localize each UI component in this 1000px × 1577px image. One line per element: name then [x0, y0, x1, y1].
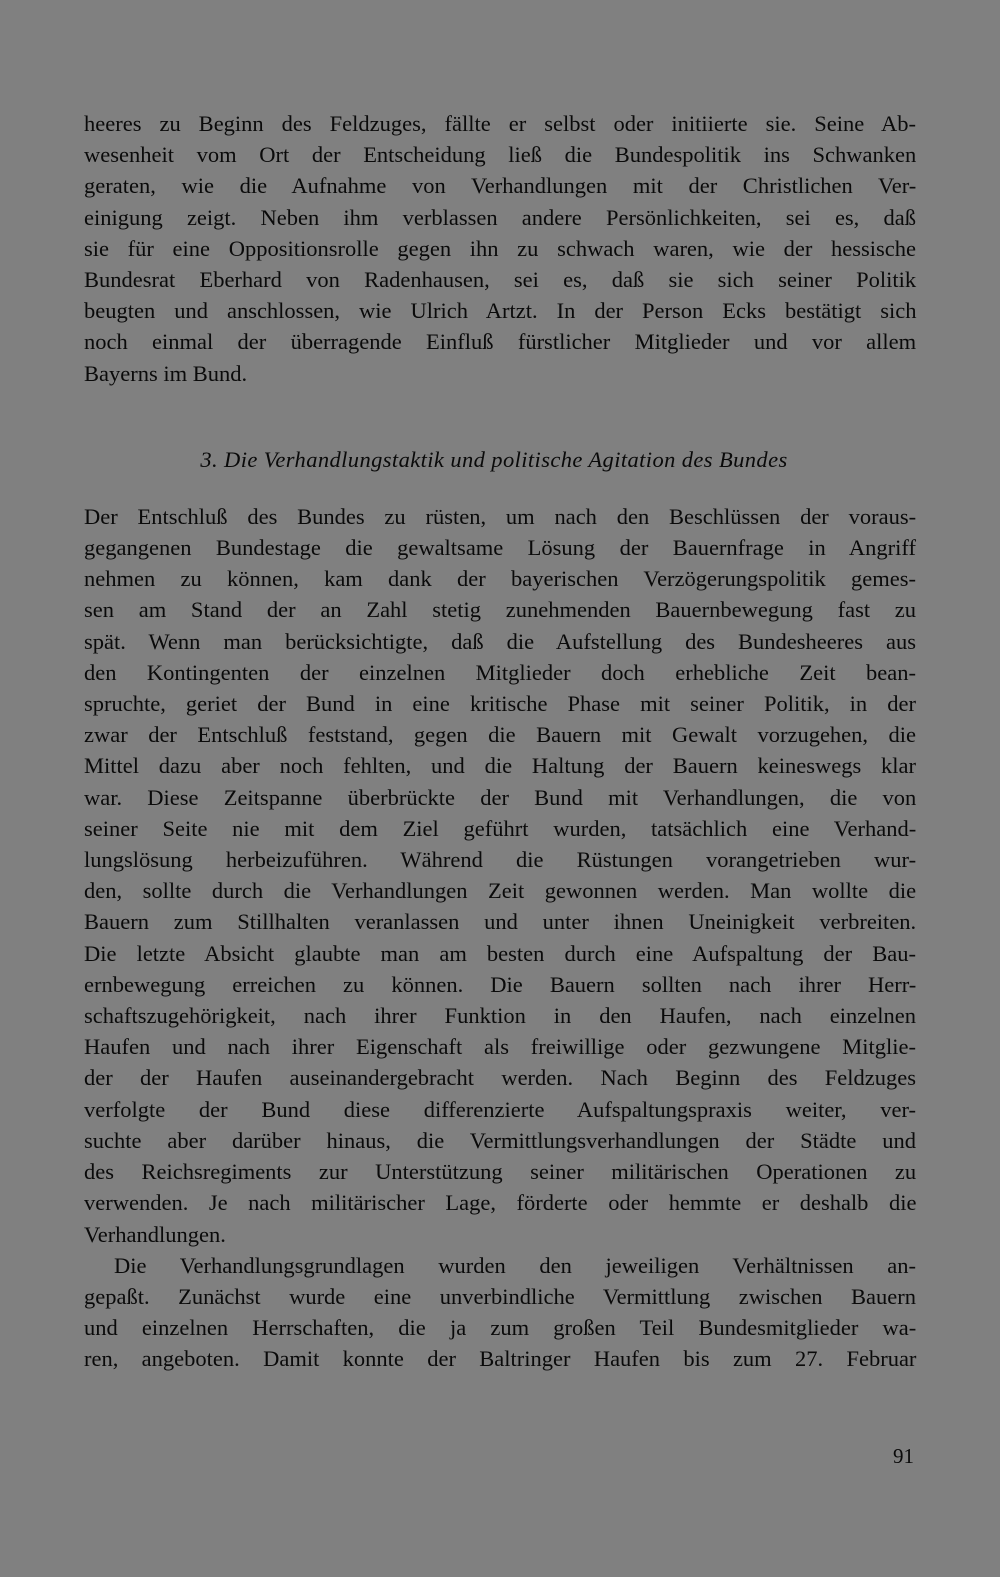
text-line: suchte aber darüber hinaus, die Vermittlungsverhandlungen der Städte und	[84, 1127, 917, 1153]
text-line: verfolgte der Bund diese differenzierte Aufspaltungspraxis weiter, ver-	[84, 1096, 916, 1122]
text-line: und einzelnen Herrschaften, die ja zum großen Teil Bundesmitglieder wa-	[84, 1315, 917, 1341]
text-line: geraten, wie die Aufnahme von Verhandlungen mit der Christlichen Ver-	[84, 173, 917, 199]
text-line: sen am Stand der an Zahl stetig zunehmenden Bauernbewegung fast zu	[84, 597, 917, 623]
text-line: spruchte, geriet der Bund in eine kritische Phase mit seiner Politik, in der	[84, 691, 916, 717]
page-body	[84, 108, 916, 1375]
text-line: nehmen zu können, kam dank der bayerischen Verzögerungspolitik gemes-	[84, 566, 916, 592]
text-line: des Reichsregiments zur Unterstützung seiner militärischen Operationen zu	[84, 1159, 917, 1185]
text-line: Bayerns im Bund.	[84, 360, 248, 386]
text-line: Verhandlungen.	[84, 1221, 226, 1247]
paragraph-3	[84, 1250, 916, 1375]
text-line: war. Diese Zeitspanne überbrückte der Bund mit Verhandlungen, die von	[84, 784, 917, 810]
text-line: lungslösung herbeizuführen. Während die Rüstungen vorangetrieben wur-	[84, 847, 917, 873]
text-line: heeres zu Beginn des Feldzuges, fällte er selbst oder initiierte sie. Seine Ab-	[84, 111, 916, 136]
text-line: Die Verhandlungsgrundlagen wurden den jeweiligen Verhältnissen an-	[114, 1252, 916, 1278]
text-line: ren, angeboten. Damit konnte der Baltringer Haufen bis zum 27. Februar	[84, 1346, 917, 1372]
text-line: einigung zeigt. Neben ihm verblassen andere Persönlichkeiten, sei es, daß	[84, 204, 916, 230]
paragraph-2	[84, 501, 916, 1250]
text-line: spät. Wenn man berücksichtigte, daß die Aufstellung des Bundesheeres aus	[84, 628, 916, 654]
section-heading: 3. Die Verhandlungstaktik und politische Agitation des Bundes	[200, 446, 788, 472]
text-line: Haufen und nach ihrer Eigenschaft als freiwillige oder gezwungene Mitglie-	[84, 1034, 916, 1060]
text-line: zwar der Entschluß feststand, gegen die Bauern mit Gewalt vorzugehen, die	[84, 722, 916, 748]
text-line: den Kontingenten der einzelnen Mitglieder doch erhebliche Zeit bean-	[84, 659, 916, 685]
text-line: Die letzte Absicht glaubte man am besten durch eine Aufspaltung der Bau-	[84, 940, 916, 966]
paragraph-1	[84, 108, 916, 389]
text-line: ernbewegung erreichen zu können. Die Bauern sollten nach ihrer Herr-	[84, 971, 917, 997]
page-number: 91	[893, 1444, 914, 1468]
text-line: gegangenen Bundestage die gewaltsame Lösung der Bauernfrage in Angriff	[84, 535, 916, 561]
text-line: beugten und anschlossen, wie Ulrich Artzt. In der Person Ecks bestätigt sich	[84, 298, 917, 324]
text-line: den, sollte durch die Verhandlungen Zeit gewonnen werden. Man wollte die	[84, 878, 917, 904]
text-line: seiner Seite nie mit dem Ziel geführt wurden, tatsächlich eine Verhand-	[84, 815, 917, 841]
text-line: noch einmal der überragende Einfluß fürstlicher Mitglieder und vor allem	[84, 329, 917, 355]
text-line: der der Haufen auseinandergebracht werden. Nach Beginn des Feldzuges	[84, 1065, 916, 1091]
text-line: verwenden. Je nach militärischer Lage, förderte oder hemmte er deshalb die	[84, 1190, 917, 1216]
text-line: Bauern zum Stillhalten veranlassen und unter ihnen Uneinigkeit verbreiten.	[84, 909, 917, 935]
text-line: Mittel dazu aber noch fehlten, und die Haltung der Bauern keineswegs klar	[84, 753, 917, 779]
text-line: schaftszugehörigkeit, nach ihrer Funktion in den Haufen, nach einzelnen	[84, 1003, 916, 1029]
text-line: Bundesrat Eberhard von Radenhausen, sei es, daß sie sich seiner Politik	[84, 267, 917, 293]
text-line: sie für eine Oppositionsrolle gegen ihn zu schwach waren, wie der hessische	[84, 235, 916, 261]
text-line: gepaßt. Zunächst wurde eine unverbindliche Vermittlung zwischen Bauern	[84, 1283, 916, 1309]
text-line: wesenheit vom Ort der Entscheidung ließ die Bundespolitik ins Schwanken	[84, 142, 917, 168]
text-line: Der Entschluß des Bundes zu rüsten, um nach den Beschlüssen der voraus-	[84, 503, 917, 529]
